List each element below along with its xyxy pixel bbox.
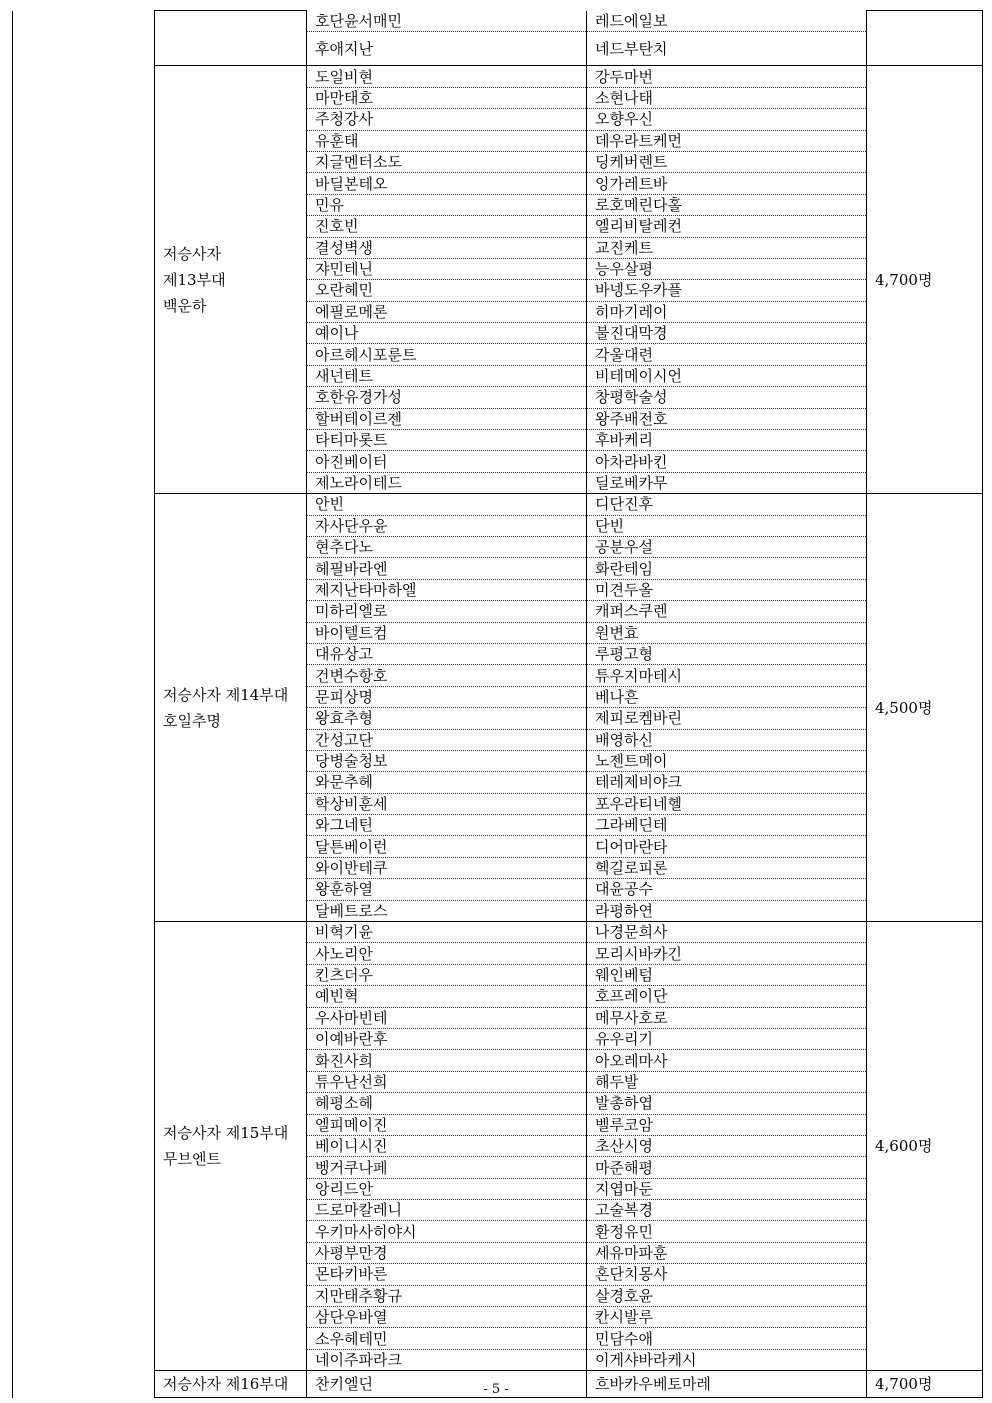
member-name-left: 에필로메론: [307, 301, 587, 322]
member-name-right: 지엽마둔: [587, 1178, 867, 1199]
member-name-left: 소우헤테민: [307, 1328, 587, 1349]
member-name-right: 루평고형: [587, 643, 867, 664]
blank-left-column: [13, 11, 155, 1398]
member-name-left: 아진베이터: [307, 451, 587, 472]
member-name-left: 왕효추형: [307, 708, 587, 729]
member-name-left: 베이니시진: [307, 1135, 587, 1156]
member-name-left: 달튼베이런: [307, 836, 587, 857]
member-name-left: 드로마칼레니: [307, 1200, 587, 1221]
member-name-right: 잉가레트바: [587, 173, 867, 194]
member-name-right: 교진케트: [587, 237, 867, 258]
member-name-left: 와그네틴: [307, 815, 587, 836]
member-name-right: 비테메이시언: [587, 365, 867, 386]
member-name-left: 유훈태: [307, 130, 587, 151]
member-name-left: 와이반테쿠: [307, 857, 587, 878]
member-name-right: 환정유민: [587, 1221, 867, 1242]
member-name-left: 헤평소헤: [307, 1093, 587, 1114]
member-name-left: 진호빈: [307, 216, 587, 237]
member-name-right: 살경호윤: [587, 1285, 867, 1306]
member-name-right: 테레제비야크: [587, 772, 867, 793]
member-name-right: 미견두올: [587, 579, 867, 600]
member-name-right: 벨루코암: [587, 1114, 867, 1135]
member-name-right: 원변효: [587, 622, 867, 643]
member-name-right: 세유마파훈: [587, 1242, 867, 1263]
member-name-right: 고술복경: [587, 1200, 867, 1221]
member-name-left: 사노리안: [307, 943, 587, 964]
member-name-right: 후바케리: [587, 430, 867, 451]
member-name-left: 찬키엘딘: [307, 1371, 587, 1398]
member-name-left: 쟈민테닌: [307, 258, 587, 279]
member-name-left: 도일비현: [307, 66, 587, 87]
member-name-left: 앙리드안: [307, 1178, 587, 1199]
member-name-right: 베나흔: [587, 686, 867, 707]
unit-count-cell: 4,500명: [867, 494, 983, 922]
member-name-right: 엘리비탈레컨: [587, 216, 867, 237]
member-name-right: 오향우신: [587, 109, 867, 130]
member-name-left: 와문추헤: [307, 772, 587, 793]
member-name-right: 메무사호로: [587, 1007, 867, 1028]
member-name-right: 포우라티네헬: [587, 793, 867, 814]
member-name-right: 해두발: [587, 1071, 867, 1092]
member-name-right: 딩케버렌트: [587, 151, 867, 172]
unit-roster-table: [12, 10, 983, 1398]
member-name-left: 킨츠더우: [307, 964, 587, 985]
member-name-left: 화진사희: [307, 1050, 587, 1071]
member-name-left: 건변수항호: [307, 665, 587, 686]
member-name-left: 오란헤민: [307, 280, 587, 301]
member-name-right: 민담수애: [587, 1328, 867, 1349]
member-name-left: 학상비훈세: [307, 793, 587, 814]
roster-body: [13, 11, 983, 1398]
member-name-right: 제피로켐바린: [587, 708, 867, 729]
member-name-right: 초산시영: [587, 1135, 867, 1156]
member-name-right: 소현나태: [587, 87, 867, 108]
member-name-right: 데우라트케먼: [587, 130, 867, 151]
member-name-left: 주청강사: [307, 109, 587, 130]
member-name-left: 간성고단: [307, 729, 587, 750]
table-row: [13, 11, 983, 32]
member-name-left: 호단윤서매민: [307, 11, 587, 32]
page-number: - 5 -: [483, 1382, 509, 1397]
member-name-right: 왕주배전호: [587, 408, 867, 429]
member-name-right: 흐바카우베토마레: [587, 1371, 867, 1398]
member-name-left: 안빈: [307, 494, 587, 515]
member-name-right: 튜우지마테시: [587, 665, 867, 686]
member-name-left: 네이주파라크: [307, 1349, 587, 1370]
member-name-left: 타티마롯트: [307, 430, 587, 451]
member-name-right: 히마기레이: [587, 301, 867, 322]
member-name-right: 웨인베텀: [587, 964, 867, 985]
member-name-right: 나경문희사: [587, 922, 867, 943]
member-name-left: 달베트로스: [307, 900, 587, 921]
member-name-left: 우키마사히야시: [307, 1221, 587, 1242]
member-name-left: 튜우난선희: [307, 1071, 587, 1092]
member-name-right: 레드에일보: [587, 11, 867, 32]
member-name-left: 결성벽생: [307, 237, 587, 258]
member-name-right: 화란테임: [587, 558, 867, 579]
member-name-right: 칸시발루: [587, 1307, 867, 1328]
unit-count-cell: [867, 11, 983, 66]
unit-name-cell: [155, 11, 307, 66]
member-name-right: 창평학술성: [587, 387, 867, 408]
unit-count-cell: 4,600명: [867, 922, 983, 1371]
member-name-right: 각울대련: [587, 344, 867, 365]
member-name-right: 아오레마사: [587, 1050, 867, 1071]
member-name-left: 헤필바라엔: [307, 558, 587, 579]
member-name-right: 이게샤바라케시: [587, 1349, 867, 1370]
member-name-left: 자사단우윤: [307, 515, 587, 536]
member-name-right: 대윤공수: [587, 879, 867, 900]
member-name-right: 디어마란타: [587, 836, 867, 857]
member-name-right: 불진대막경: [587, 323, 867, 344]
member-name-left: 대유상고: [307, 643, 587, 664]
unit-name-cell: 저승사자 제13부대 백운하: [155, 66, 307, 494]
member-name-left: 할버테이르젠: [307, 408, 587, 429]
unit-count-cell: 4,700명: [867, 1371, 983, 1398]
member-name-right: 마준해평: [587, 1157, 867, 1178]
member-name-right: 헥길로피론: [587, 857, 867, 878]
member-name-right: 강두마번: [587, 66, 867, 87]
member-name-left: 이예바란후: [307, 1028, 587, 1049]
member-name-left: 호한유경가성: [307, 387, 587, 408]
member-name-left: 후애지난: [307, 32, 587, 66]
member-name-left: 바이텔트컴: [307, 622, 587, 643]
member-name-left: 당병술청보: [307, 750, 587, 771]
member-name-left: 몬타키바른: [307, 1264, 587, 1285]
member-name-left: 제노라이테드: [307, 472, 587, 493]
member-name-right: 바넹도우카플: [587, 280, 867, 301]
member-name-right: 로호메린다홀: [587, 194, 867, 215]
member-name-right: 캐퍼스쿠렌: [587, 601, 867, 622]
member-name-left: 바딜본테오: [307, 173, 587, 194]
member-name-left: 엘피메이진: [307, 1114, 587, 1135]
member-name-right: 네드부탄치: [587, 32, 867, 66]
member-name-right: 능우살평: [587, 258, 867, 279]
member-name-left: 우사마빈테: [307, 1007, 587, 1028]
unit-name-cell: 저승사자 제15부대 무브엔트: [155, 922, 307, 1371]
member-name-left: 벵거쿠나페: [307, 1157, 587, 1178]
member-name-right: 그라베딘테: [587, 815, 867, 836]
member-name-left: 비혁기윤: [307, 922, 587, 943]
member-name-right: 혼단치몽사: [587, 1264, 867, 1285]
member-name-left: 새넌테트: [307, 365, 587, 386]
member-name-left: 사평부만경: [307, 1242, 587, 1263]
member-name-right: 유우리기: [587, 1028, 867, 1049]
member-name-left: 현추다노: [307, 536, 587, 557]
table-row: [13, 922, 983, 943]
member-name-right: 단빈: [587, 515, 867, 536]
member-name-right: 호프레이단: [587, 986, 867, 1007]
member-name-left: 지글멘터소도: [307, 151, 587, 172]
member-name-left: 마만태호: [307, 87, 587, 108]
member-name-left: 문피상명: [307, 686, 587, 707]
member-name-left: 예이나: [307, 323, 587, 344]
member-name-left: 예빈혁: [307, 986, 587, 1007]
member-name-right: 아차라바킨: [587, 451, 867, 472]
unit-count-cell: 4,700명: [867, 66, 983, 494]
member-name-left: 삼단우바열: [307, 1307, 587, 1328]
member-name-right: 딜로베카무: [587, 472, 867, 493]
member-name-right: 노젠트메이: [587, 750, 867, 771]
member-name-right: 배영하신: [587, 729, 867, 750]
member-name-right: 발총하엽: [587, 1093, 867, 1114]
member-name-left: 아르헤시포룬트: [307, 344, 587, 365]
member-name-right: 라평하연: [587, 900, 867, 921]
unit-name-cell: 저승사자 제16부대: [155, 1371, 307, 1398]
member-name-right: 모리시바카긴: [587, 943, 867, 964]
table-row: [13, 66, 983, 87]
member-name-left: 미하리엘로: [307, 601, 587, 622]
member-name-left: 민유: [307, 194, 587, 215]
unit-name-cell: 저승사자 제14부대 호일추명: [155, 494, 307, 922]
member-name-left: 제지난타마하엘: [307, 579, 587, 600]
member-name-right: 공분우설: [587, 536, 867, 557]
table-row: [13, 494, 983, 515]
member-name-left: 왕훈하열: [307, 879, 587, 900]
member-name-right: 디단진후: [587, 494, 867, 515]
member-name-left: 지만태추황규: [307, 1285, 587, 1306]
